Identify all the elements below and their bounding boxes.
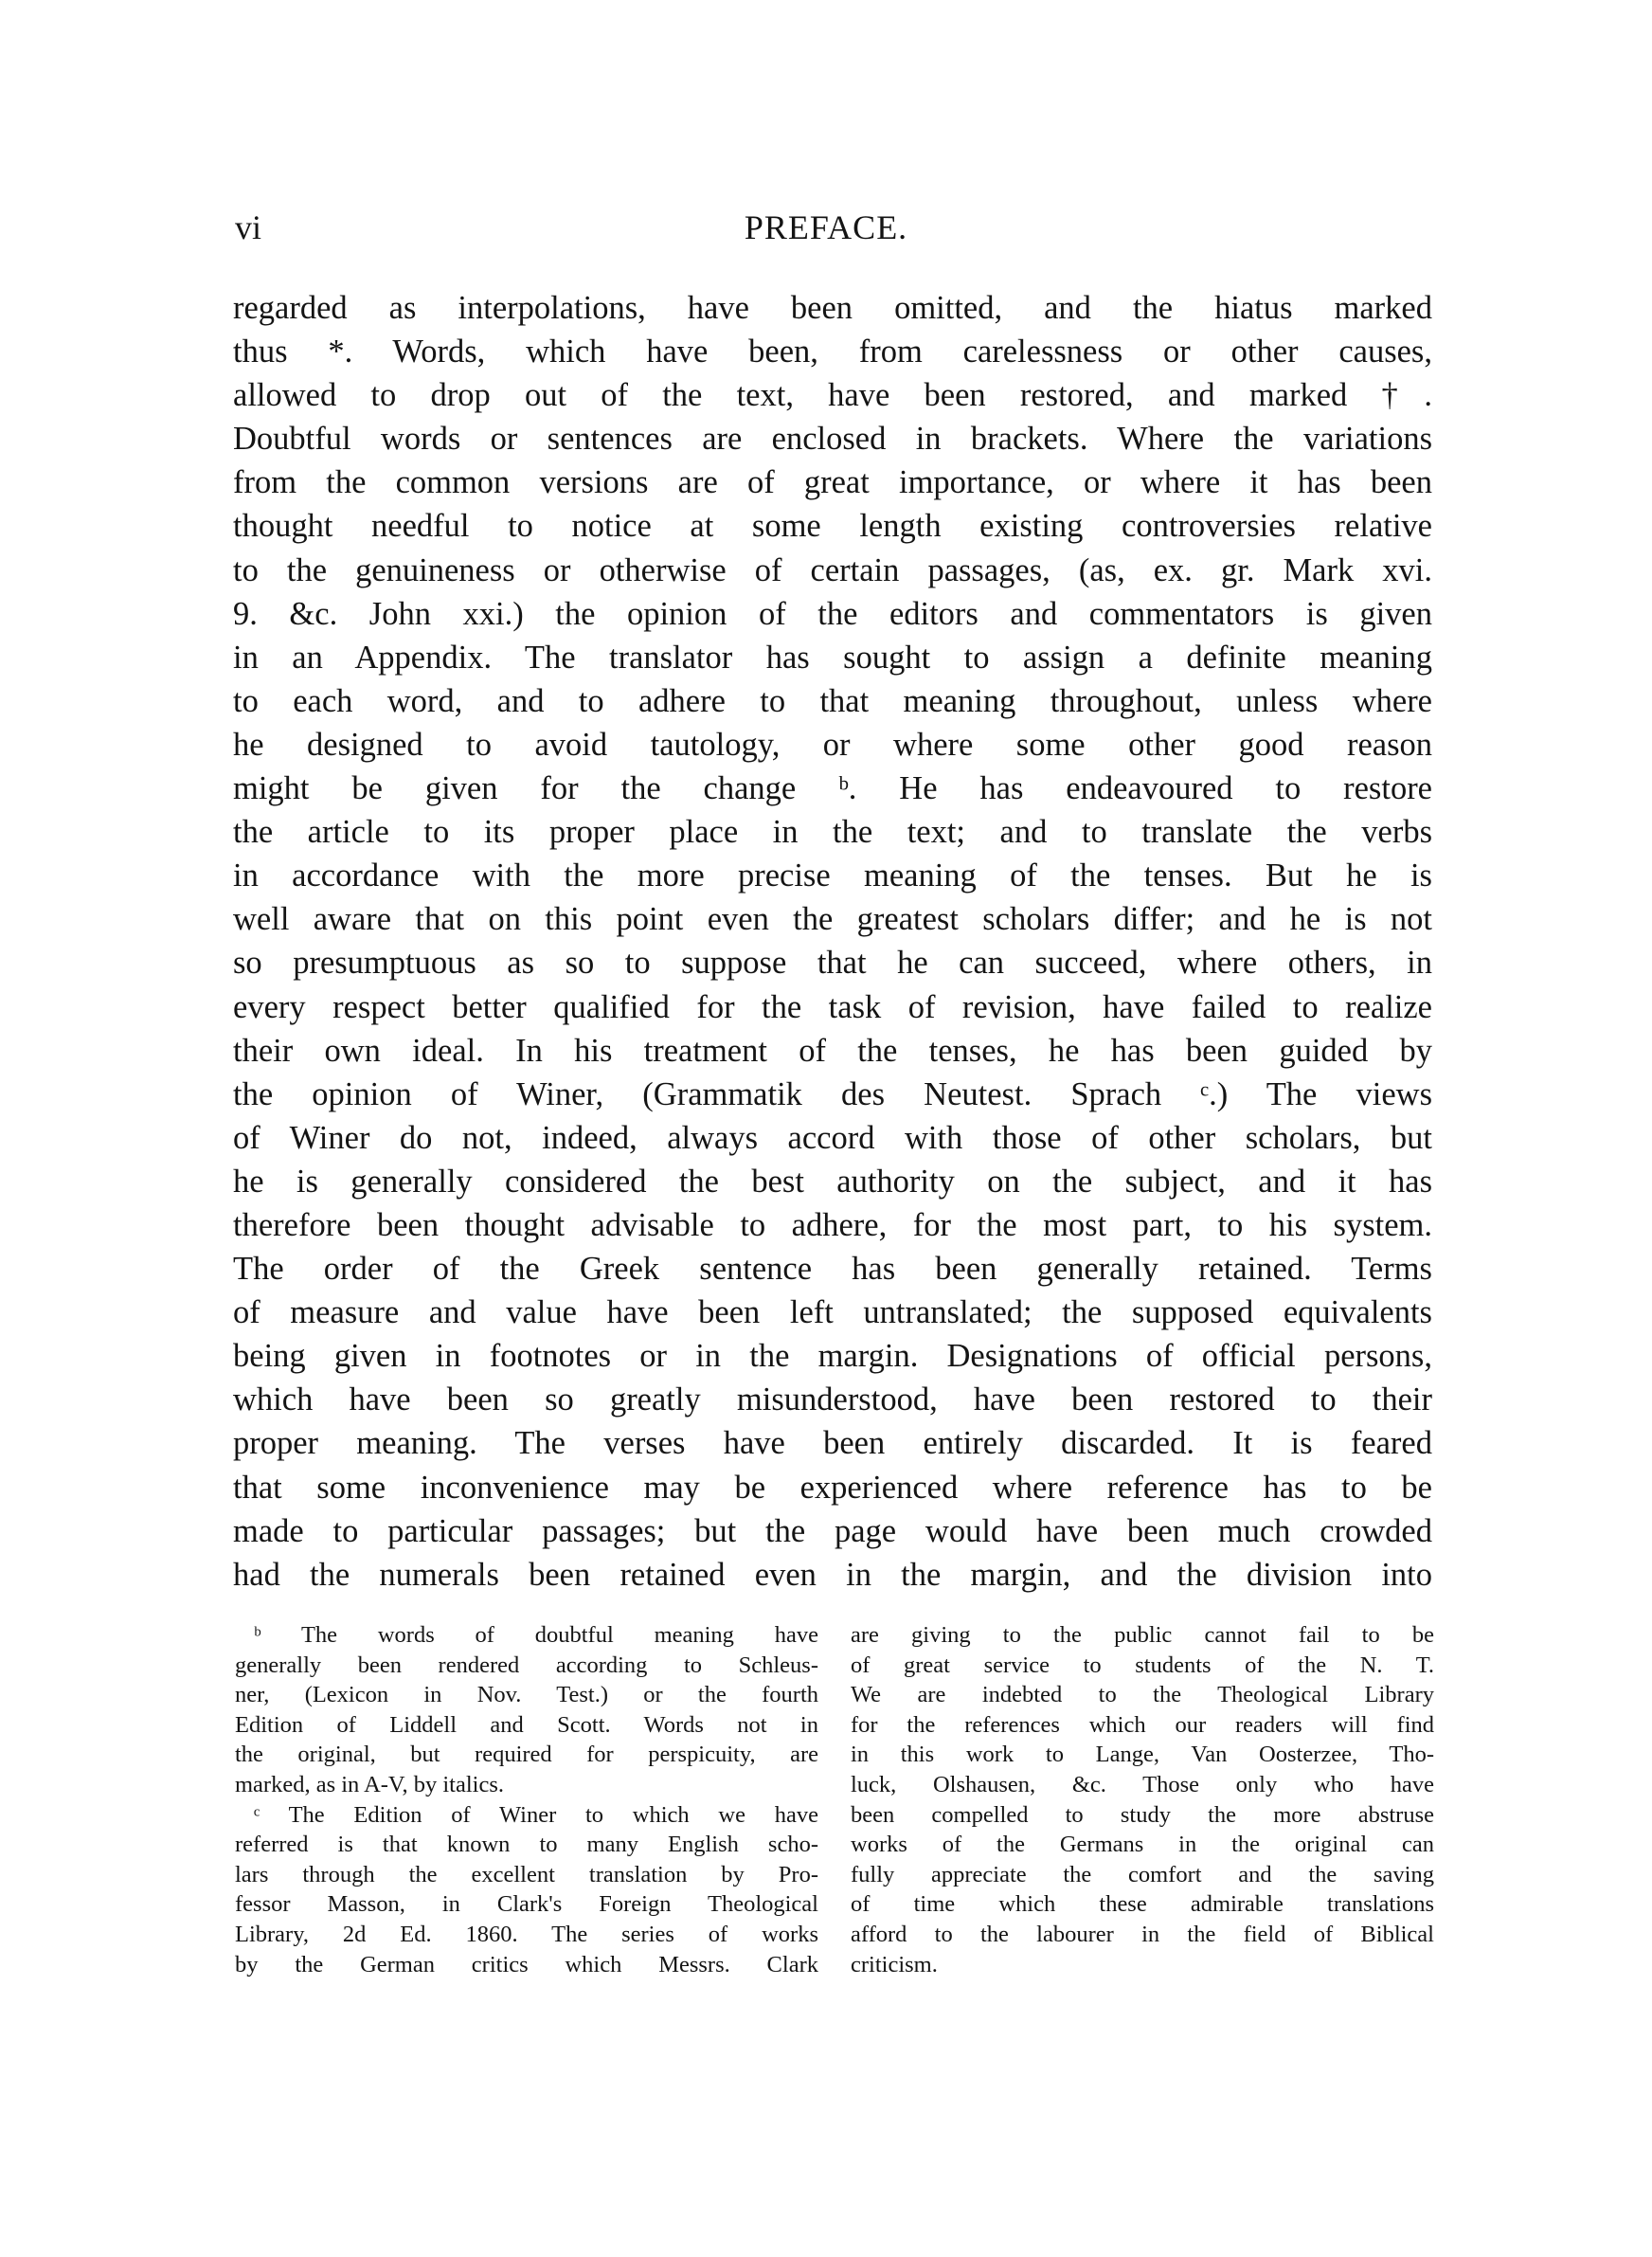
body-line: so presumptuous as so to suppose that he can succeed, where others, in <box>233 945 1432 982</box>
body-line: had the numerals been retained even in the margin, and the division into <box>233 1556 1432 1593</box>
footnote-line: by the German critics which Messrs. Clark <box>235 1951 818 1977</box>
body-line: of Winer do not, indeed, always accord with those of other scholars, but <box>233 1119 1432 1156</box>
footnote-line: in this work to Lange, Van Oosterzee, Tho- <box>851 1742 1434 1768</box>
body-line: he designed to avoid tautology, or where some other good reason <box>233 726 1432 763</box>
footnote-line: ner, (Lexicon in Nov. Test.) or the fourth <box>235 1682 818 1708</box>
body-line: thought needful to notice at some length existing controversies relative <box>233 508 1432 545</box>
footnote-line: Edition of Liddell and Scott. Words not in <box>235 1711 818 1738</box>
footnote-line: criticism. <box>851 1951 938 1977</box>
footnote-line: fully appreciate the comfort and the saving <box>851 1861 1434 1887</box>
footnote-line: lars through the excellent translation by Pro- <box>235 1861 818 1887</box>
body-line: from the common versions are of great importance, or where it has been <box>233 464 1432 501</box>
preface-body-text <box>233 286 1432 1597</box>
body-line: their own ideal. In his treatment of the tenses, he has been guided by <box>233 1032 1432 1069</box>
footnote-line: We are indebted to the Theological Library <box>851 1682 1434 1708</box>
footnote-line: of time which these admirable translations <box>851 1891 1434 1918</box>
body-line: that some inconvenience may be experienced where reference has to be <box>233 1469 1432 1506</box>
running-title: PREFACE. <box>744 208 908 246</box>
footnote-line: afford to the labourer in the field of Biblical <box>851 1921 1434 1947</box>
body-line: might be given for the change ᵇ. He has endeavoured to restore <box>233 770 1432 807</box>
body-line: The order of the Greek sentence has been generally retained. Terms <box>233 1251 1432 1288</box>
footnotes-left-column <box>235 1620 818 1979</box>
footnote-line: luck, Olshausen, &c. Those only who have <box>851 1771 1434 1797</box>
body-line: well aware that on this point even the greatest scholars differ; and he is not <box>233 901 1432 938</box>
footnote-line: been compelled to study the more abstruse <box>851 1801 1434 1828</box>
footnote-line: referred is that known to many English scho- <box>235 1832 818 1858</box>
body-line: made to particular passages; but the page would have been much crowded <box>233 1512 1432 1549</box>
body-line: to the genuineness or otherwise of certain passages, (as, ex. gr. Mark xvi. <box>233 551 1432 588</box>
body-line: proper meaning. The verses have been entirely discarded. It is feared <box>233 1425 1432 1462</box>
footnote-line: of great service to students of the N. T. <box>851 1652 1434 1678</box>
footnote-line: fessor Masson, in Clark's Foreign Theological <box>235 1891 818 1918</box>
footnote-line: ᵇ The words of doubtful meaning have <box>254 1622 818 1648</box>
body-line: to each word, and to adhere to that meaning throughout, unless where <box>233 682 1432 719</box>
body-line: which have been so greatly misunderstood, have been restored to their <box>233 1381 1432 1418</box>
body-line: Doubtful words or sentences are enclosed in brackets. Where the variations <box>233 421 1432 458</box>
footnotes <box>235 1620 1434 1979</box>
footnote-line: ᶜ The Edition of Winer to which we have <box>254 1801 818 1828</box>
body-line: in accordance with the more precise meaning of the tenses. But he is <box>233 858 1432 894</box>
body-line: thus *. Words, which have been, from carelessness or other causes, <box>233 334 1432 370</box>
footnote-line: the original, but required for perspicuity, are <box>235 1742 818 1768</box>
body-line: therefore been thought advisable to adhere, for the most part, to his system. <box>233 1206 1432 1243</box>
body-line: the article to its proper place in the text; and to translate the verbs <box>233 814 1432 851</box>
body-line: allowed to drop out of the text, have been restored, and marked †. <box>233 377 1432 414</box>
body-line: every respect better qualified for the task of revision, have failed to realize <box>233 988 1432 1025</box>
body-line: regarded as interpolations, have been omitted, and the hiatus marked <box>233 290 1432 326</box>
body-line: he is generally considered the best authority on the subject, and it has <box>233 1163 1432 1200</box>
footnote-line: are giving to the public cannot fail to be <box>851 1622 1434 1648</box>
page-number: vi <box>235 208 262 246</box>
body-line: 9. &c. John xxi.) the opinion of the editors and commentators is given <box>233 595 1432 632</box>
body-line: of measure and value have been left untranslated; the supposed equivalents <box>233 1294 1432 1331</box>
body-line: being given in footnotes or in the margin. Designations of official persons, <box>233 1338 1432 1375</box>
footnote-line: for the references which our readers will find <box>851 1711 1434 1738</box>
footnote-line: marked, as in A-V, by italics. <box>235 1771 504 1797</box>
footnote-line: generally been rendered according to Schleus- <box>235 1652 818 1678</box>
body-line: in an Appendix. The translator has sought to assign a definite meaning <box>233 639 1432 676</box>
body-line: the opinion of Winer, (Grammatik des Neutest. Sprach ᶜ.) The views <box>233 1075 1432 1112</box>
footnote-line: works of the Germans in the original can <box>851 1832 1434 1858</box>
footnotes-right-column <box>851 1620 1434 1979</box>
footnote-line: Library, 2d Ed. 1860. The series of works <box>235 1921 818 1947</box>
